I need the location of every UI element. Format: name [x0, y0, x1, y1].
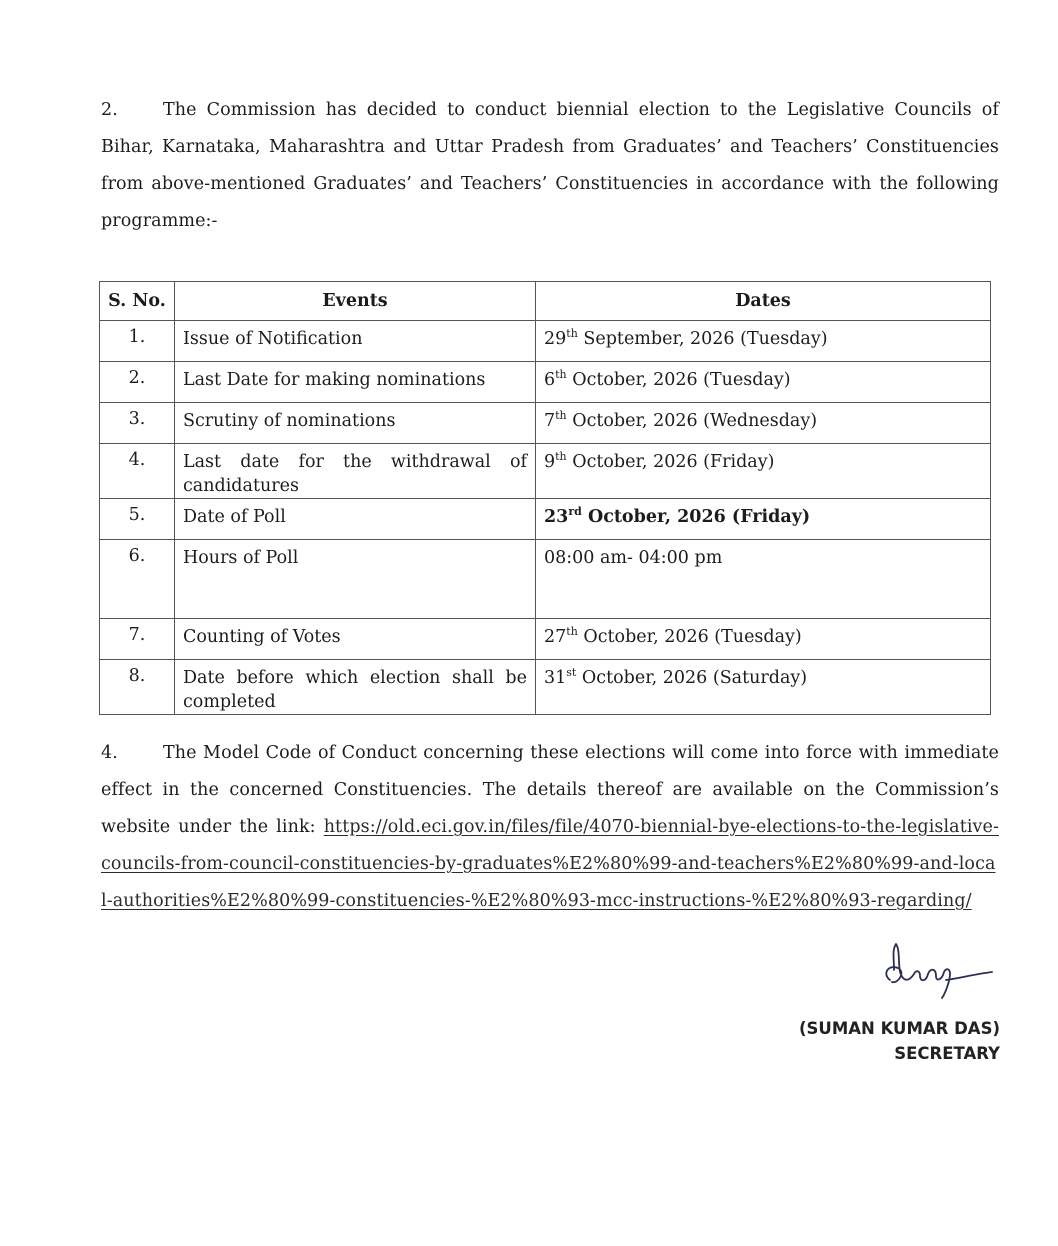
row-event: Date of Poll [175, 499, 536, 540]
table-row [100, 660, 991, 715]
row-event: Issue of Notification [175, 321, 536, 362]
row-event: Last date for the withdrawal of candidatures [175, 444, 536, 499]
row-date: 08:00 am- 04:00 pm [536, 540, 991, 619]
paragraph-text: The Model Code of Conduct concerning these elections will come into force with immediate effect in the concerned Constituencies. The details thereof are available on the Commission’s website under the link: [101, 743, 999, 837]
row-sno: 7. [100, 619, 175, 660]
paragraph-number: 2. [101, 100, 118, 120]
signatory-name: (SUMAN KUMAR DAS) [799, 1019, 1000, 1038]
row-event: Last Date for making nominations [175, 362, 536, 403]
row-date: 23rd October, 2026 (Friday) [536, 499, 991, 540]
mcc-instructions-link[interactable]: https://old.eci.gov.in/files/file/4070-biennial-bye-elections-to-the-legislative-councils-from-council-constituencies-by-graduates%E2%80%99-and-teachers%E2%80%99-and-local-authorities%E2%80%99-constituencies-%E2%80%93-mcc-instructions-%E2%80%93-regarding/ [101, 817, 999, 911]
row-sno: 8. [100, 660, 175, 715]
row-event: Scrutiny of nominations [175, 403, 536, 444]
row-sno: 5. [100, 499, 175, 540]
row-sno: 6. [100, 540, 175, 619]
row-sno: 4. [100, 444, 175, 499]
table-row [100, 362, 991, 403]
row-date: 27th October, 2026 (Tuesday) [536, 619, 991, 660]
table-row [100, 540, 991, 619]
paragraph-text: The Commission has decided to conduct biennial election to the Legislative Councils of Bihar, Karnataka, Maharashtra and Uttar Pradesh from Graduates’ and Teachers’ Constituencies from above-mentioned Graduates’ and Teachers’ Constituencies in accordance with the following programme:- [101, 100, 999, 231]
table-row [100, 619, 991, 660]
row-date: 9th October, 2026 (Friday) [536, 444, 991, 499]
table-row [100, 321, 991, 362]
row-event: Counting of Votes [175, 619, 536, 660]
row-sno: 1. [100, 321, 175, 362]
row-date: 31st October, 2026 (Saturday) [536, 660, 991, 715]
header-sno: S. No. [100, 282, 175, 321]
row-event: Date before which election shall be completed [175, 660, 536, 715]
row-sno: 3. [100, 403, 175, 444]
header-events: Events [175, 282, 536, 321]
signatory-block [799, 1016, 1000, 1066]
table-header-row [100, 282, 991, 321]
paragraph-4 [101, 735, 999, 920]
table-row [100, 403, 991, 444]
row-sno: 2. [100, 362, 175, 403]
election-schedule-table [99, 281, 991, 715]
paragraph-number: 4. [101, 743, 118, 763]
table-row [100, 499, 991, 540]
header-dates: Dates [536, 282, 991, 321]
row-date: 7th October, 2026 (Wednesday) [536, 403, 991, 444]
row-date: 6th October, 2026 (Tuesday) [536, 362, 991, 403]
row-event: Hours of Poll [175, 540, 536, 619]
table-row [100, 444, 991, 499]
row-date: 29th September, 2026 (Tuesday) [536, 321, 991, 362]
paragraph-2 [101, 92, 999, 240]
signatory-designation: SECRETARY [894, 1044, 1000, 1063]
handwritten-signature-icon [880, 940, 1000, 1002]
